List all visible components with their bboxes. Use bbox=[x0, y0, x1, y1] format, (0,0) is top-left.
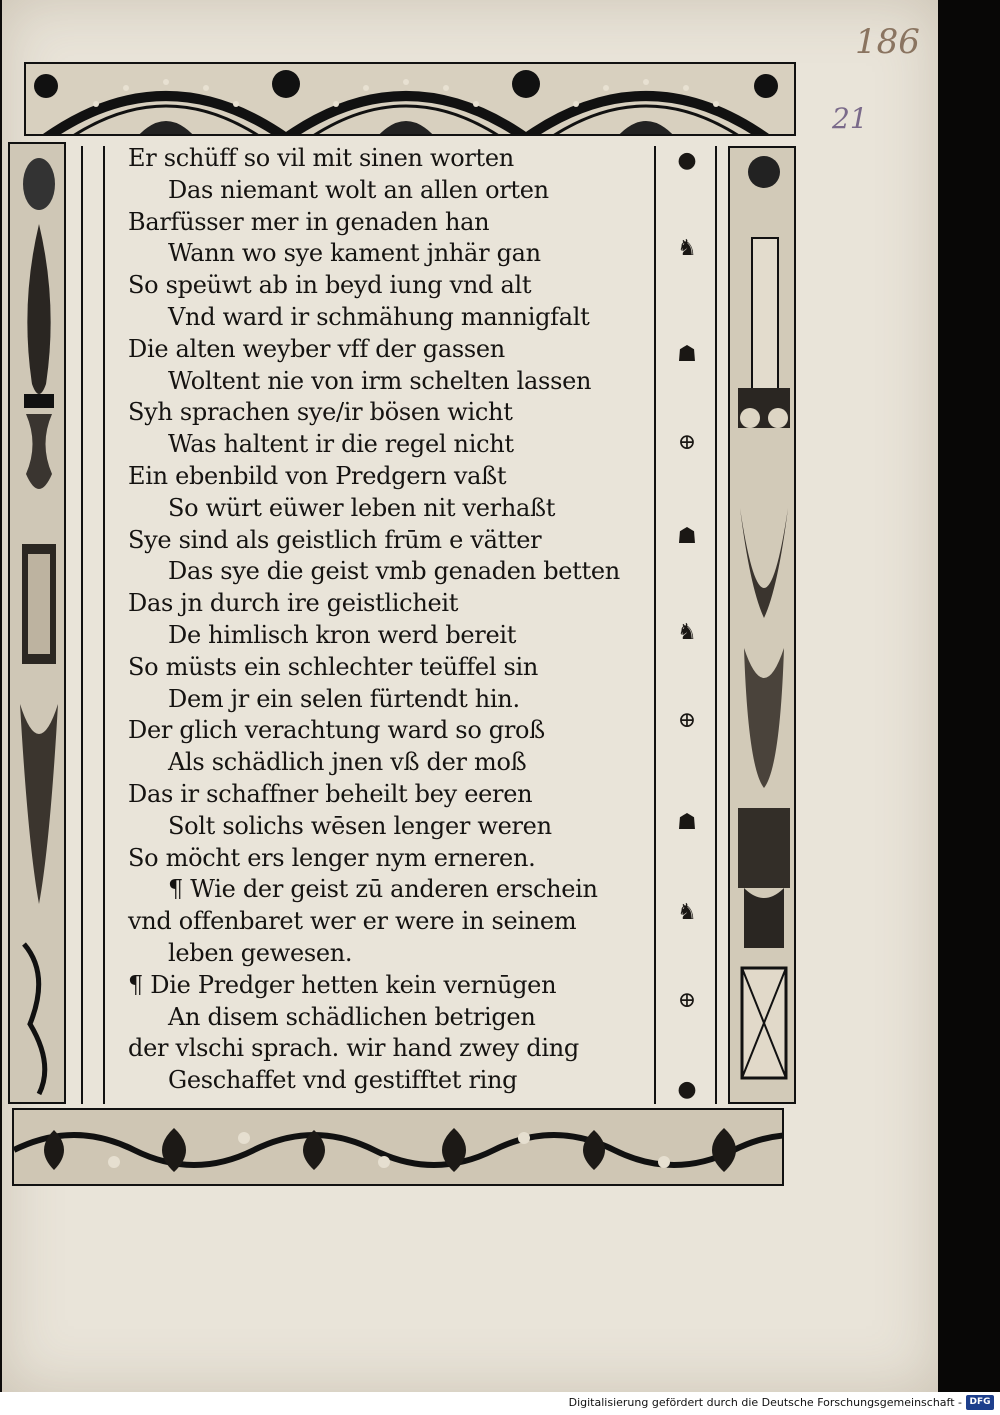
verse-line: Der glich verachtung ward so groß bbox=[128, 716, 545, 745]
black-dot-icon: ● bbox=[677, 1077, 697, 1102]
verse-line: So müsts ein schlechter teüffel sin bbox=[128, 652, 539, 681]
verse-text-block bbox=[128, 143, 648, 1097]
hat-icon: ☗ bbox=[677, 524, 697, 549]
column-rule-left-inner bbox=[103, 146, 105, 1104]
crossed-circle-icon: ⊕ bbox=[677, 988, 697, 1013]
footer-bar bbox=[0, 1392, 1000, 1415]
verse-line: Was haltent ir die regel nicht bbox=[168, 430, 514, 459]
verse-line: Die alten weyber vff der gassen bbox=[128, 334, 505, 363]
verse-line: Dem jr ein selen fürtendt hin. bbox=[168, 684, 520, 713]
verse-line: der vlschi sprach. wir hand zwey ding bbox=[128, 1034, 579, 1063]
verse-line: Geschaffet vnd gestifftet ring bbox=[168, 1066, 518, 1095]
verse-line: ¶ Die Predger hetten kein vernūgen bbox=[128, 970, 557, 999]
verse-line: Ein ebenbild von Predgern vaßt bbox=[128, 461, 507, 490]
column-rule-right-inner bbox=[654, 146, 656, 1104]
verse-line: De himlisch kron werd bereit bbox=[168, 620, 517, 649]
column-rule-right-outer bbox=[715, 146, 717, 1104]
boot-icon: ♞ bbox=[677, 620, 697, 645]
woodcut-right-border bbox=[728, 146, 796, 1104]
verse-line: ¶ Wie der geist zū anderen erschein bbox=[168, 875, 598, 904]
crossed-circle-icon: ⊕ bbox=[677, 430, 697, 455]
verse-line: So würt eüwer leben nit verhaßt bbox=[168, 493, 556, 522]
verse-line: Das sye die geist vmb genaden betten bbox=[168, 557, 620, 586]
boot-icon: ♞ bbox=[677, 236, 697, 261]
leaf-number: 21 bbox=[832, 102, 868, 135]
woodcut-bottom-border bbox=[12, 1108, 784, 1186]
verse-line: Als schädlich jnen vß der moß bbox=[168, 748, 527, 777]
dfg-logo: DFG bbox=[966, 1395, 994, 1410]
hat-icon: ☗ bbox=[677, 810, 697, 835]
column-rule-left-outer bbox=[81, 146, 83, 1104]
verse-line: Das ir schaffner beheilt bey eeren bbox=[128, 779, 533, 808]
crossed-circle-icon: ⊕ bbox=[677, 708, 697, 733]
verse-line: Das jn durch ire geistlicheit bbox=[128, 589, 459, 618]
verse-line: Solt solichs wēsen lenger weren bbox=[168, 811, 552, 840]
scan-background bbox=[938, 0, 1000, 1392]
verse-line: Wann wo sye kament jnhär gan bbox=[168, 239, 541, 268]
verse-line: vnd offenbaret wer er were in seinem bbox=[128, 907, 577, 936]
black-dot-icon: ● bbox=[677, 148, 697, 173]
verse-line: Sye sind als geistlich frūm e vätter bbox=[128, 525, 542, 554]
verse-line: An disem schädlichen betrigen bbox=[168, 1002, 536, 1031]
hat-icon: ☗ bbox=[677, 342, 697, 367]
verse-line: Syh sprachen sye/ir bösen wicht bbox=[128, 398, 513, 427]
verse-line: Woltent nie von irm schelten lassen bbox=[168, 366, 592, 395]
verse-line: So speüwt ab in beyd iung vnd alt bbox=[128, 271, 532, 300]
verse-line: leben gewesen. bbox=[168, 938, 353, 967]
folio-number: 186 bbox=[855, 22, 920, 62]
verse-line: So möcht ers lenger nym erneren. bbox=[128, 843, 536, 872]
funding-notice: Digitalisierung gefördert durch die Deutsche Forschungsgemeinschaft - bbox=[568, 1396, 962, 1409]
boot-icon: ♞ bbox=[677, 900, 697, 925]
verse-line: Das niemant wolt an allen orten bbox=[168, 175, 549, 204]
verse-line: Er schüff so vil mit sinen worten bbox=[128, 144, 514, 172]
verse-line: Barfüsser mer in genaden han bbox=[128, 207, 490, 236]
woodcut-top-border bbox=[24, 62, 796, 136]
verse-line: Vnd ward ir schmähung mannigfalt bbox=[168, 302, 590, 331]
woodcut-left-border bbox=[8, 142, 66, 1104]
